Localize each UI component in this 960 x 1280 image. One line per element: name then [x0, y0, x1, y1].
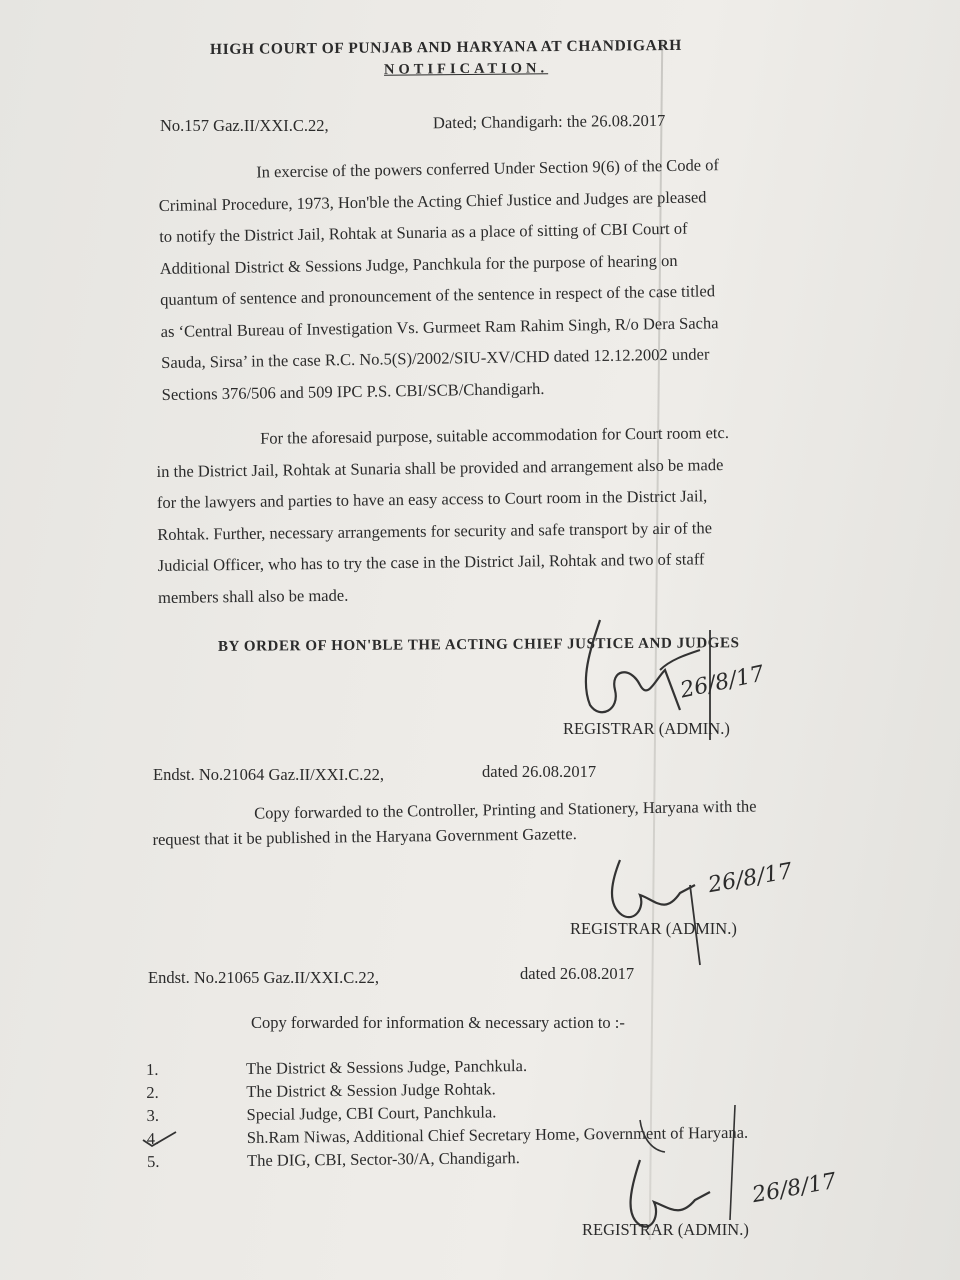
notification-number: No.157 Gaz.II/XXI.C.22,	[160, 116, 329, 135]
paragraph-2-line: For the aforesaid purpose, suitable accommodation for Court room etc.	[260, 423, 730, 448]
list-item-number: 5.	[146, 1151, 160, 1171]
paragraph-2-line: members shall also be made.	[157, 585, 349, 607]
paragraph-1-line: In exercise of the powers conferred Under Section 9(6) of the Code of	[256, 155, 720, 182]
signature-3-date: 26/8/17	[750, 1168, 839, 1209]
endorsement-1-number: Endst. No.21064 Gaz.II/XXI.C.22,	[153, 765, 384, 784]
paragraph-2-line: in the District Jail, Rohtak at Sunaria shall be provided and arrangement also be made	[156, 454, 724, 481]
notification-date: Dated; Chandigarh: the 26.08.2017	[432, 110, 666, 133]
court-heading: HIGH COURT OF PUNJAB AND HARYANA AT CHANDIGARH	[209, 36, 682, 59]
endorsement-2-number: Endst. No.21065 Gaz.II/XXI.C.22,	[148, 968, 379, 987]
paragraph-2-line: Rohtak. Further, necessary arrangements for security and safe transport by air of the	[157, 517, 713, 544]
paragraph-1-line: Sauda, Sirsa’ in the case R.C. No.5(S)/2002/SIU-XV/CHD dated 12.12.2002 under	[161, 344, 710, 372]
tick-mark-icon	[140, 1128, 180, 1150]
paragraph-2-line: Judicial Officer, who has to try the case in the District Jail, Rohtak and two of staff	[157, 549, 705, 575]
endorsement-2-date: dated 26.08.2017	[520, 964, 635, 983]
paragraph-1	[158, 148, 824, 410]
list-item-text: The District & Session Judge Rohtak.	[246, 1079, 496, 1101]
paragraph-1-line: Sections 376/506 and 509 IPC P.S. CBI/SCB/Chandigarh.	[161, 378, 545, 404]
registrar-3: REGISTRAR (ADMIN.)	[582, 1220, 749, 1239]
endorsement-1-line: request that it be published in the Haryana Government Gazette.	[152, 824, 577, 849]
paragraph-1-line: as ‘Central Bureau of Investigation Vs. Gurmeet Ram Rahim Singh, R/o Dera Sacha	[160, 312, 719, 341]
paragraph-2-line: for the lawyers and parties to have an easy access to Court room in the District Jail,	[156, 486, 708, 512]
list-item-text: Sh.Ram Niwas, Additional Chief Secretary Home, Government of Haryana.	[246, 1122, 749, 1147]
list-item-text: The DIG, CBI, Sector-30/A, Chandigarh.	[246, 1148, 520, 1170]
paragraph-1-line: to notify the District Jail, Rohtak at Sunaria as a place of sitting of CBI Court of	[159, 218, 688, 246]
endorsement-1-date: dated 26.08.2017	[482, 762, 597, 781]
paragraph-1-line: Criminal Procedure, 1973, Hon'ble the Acting Chief Justice and Judges are pleased	[158, 186, 707, 215]
list-item-number: 2.	[146, 1082, 159, 1102]
registrar-2: REGISTRAR (ADMIN.)	[570, 919, 737, 938]
list-item-number: 4.	[146, 1128, 160, 1148]
registrar-1: REGISTRAR (ADMIN.)	[563, 719, 730, 738]
signature-1-date: 26/8/17	[678, 661, 767, 704]
paragraph-1-line: quantum of sentence and pronouncement of the sentence in respect of the case titled	[160, 281, 716, 309]
endorsement-2-intro: Copy forwarded for information & necessary action to :-	[251, 1013, 625, 1032]
list-item-number: 3.	[146, 1105, 160, 1125]
paragraph-2	[156, 416, 828, 613]
notification-title: NOTIFICATION.	[383, 60, 549, 78]
list-item-text: The District & Sessions Judge, Panchkula.	[246, 1056, 528, 1078]
endorsement-1-text	[152, 792, 858, 852]
order-line: BY ORDER OF HON'BLE THE ACTING CHIEF JUSTICE AND JUDGES	[217, 635, 740, 655]
signature-2-date: 26/8/17	[706, 858, 795, 899]
list-item-text: Special Judge, CBI Court, Panchkula.	[246, 1102, 497, 1124]
list-item-number: 1.	[146, 1059, 159, 1079]
paragraph-1-line: Additional District & Sessions Judge, Panchkula for the purpose of hearing on	[159, 250, 678, 278]
endorsement-1-line: Copy forwarded to the Controller, Printing and Stationery, Haryana with the	[254, 796, 757, 823]
